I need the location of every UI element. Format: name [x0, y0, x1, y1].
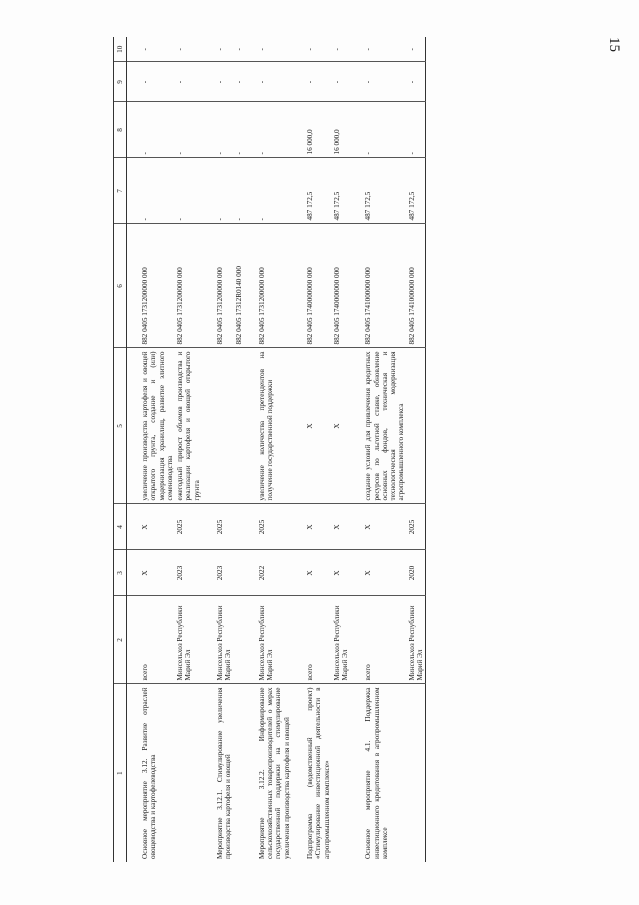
table-row	[175, 37, 202, 862]
amount-col7: 487 172,5	[407, 158, 426, 224]
executor: всего	[127, 596, 176, 684]
amount-col7: -	[202, 158, 234, 224]
executor: Минсельхоз Республики Марий Эл	[332, 596, 351, 684]
amount-col7: -	[244, 158, 292, 224]
amount-col7: 487 172,5	[292, 158, 332, 224]
amount-col10: -	[202, 37, 234, 62]
amount-col8: -	[127, 102, 176, 158]
end-year: X	[332, 504, 351, 550]
measure-name: Основное мероприятие 4.1. Поддержка инвестиционного кредитования в агропромышленном комплексе	[364, 687, 389, 859]
expected-result: ежегодный прирост объемов производства и реализации картофеля и овощей открытого грунта	[175, 348, 202, 504]
amount-col7: 487 172,5	[332, 158, 351, 224]
end-year: X	[292, 504, 332, 550]
measure-name	[332, 684, 351, 862]
amount-col10: -	[234, 37, 244, 62]
amount-col9: -	[244, 62, 292, 102]
header-cell: 6	[114, 224, 127, 348]
end-year	[234, 504, 244, 550]
budget-code: 882 0405 1731200000 000	[127, 224, 176, 348]
budget-code: 882 0405 1731200000 000	[202, 224, 234, 348]
header-cell: 4	[114, 504, 127, 550]
amount-col9: -	[350, 62, 406, 102]
budget-code: 882 0405 17312R0140 000	[234, 224, 244, 348]
executor: Минсельхоз Республики Марий Эл	[244, 596, 292, 684]
amount-col8: -	[350, 102, 406, 158]
amount-col9: -	[234, 62, 244, 102]
measure-name	[407, 684, 426, 862]
expected-result	[234, 348, 244, 504]
amount-col9: -	[127, 62, 176, 102]
executor	[234, 596, 244, 684]
header-cell: 3	[114, 550, 127, 596]
budget-table	[113, 37, 426, 862]
amount-col10: -	[350, 37, 406, 62]
executor: всего	[292, 596, 332, 684]
budget-code: 882 0405 1731200000 000	[175, 224, 202, 348]
table-row	[407, 37, 426, 862]
header-cell: 5	[114, 348, 127, 504]
start-year: 2020	[407, 550, 426, 596]
amount-col8: 16 000,0	[292, 102, 332, 158]
amount-col10: -	[244, 37, 292, 62]
end-year: 2025	[175, 504, 202, 550]
budget-code: 882 0405 1741000000 000	[350, 224, 406, 348]
measure-name: Мероприятие 3.12.2. Информирование сельскохозяйственных товаропроизводителей о мерах государственной поддержки на стимулирование увеличения производства картофеля и овощей	[257, 687, 291, 859]
page-number: 15	[606, 37, 622, 52]
amount-col8: -	[234, 102, 244, 158]
header-cell: 1	[114, 684, 127, 862]
start-year: 2023	[202, 550, 234, 596]
measure-name: Подпрограмма (ведомственный проект) «Стимулирование инвестиционной деятельности в агропромышленном комплексе»	[305, 687, 331, 859]
table-row	[332, 37, 351, 862]
executor: Минсельхоз Республики Марий Эл	[175, 596, 202, 684]
amount-col8: -	[202, 102, 234, 158]
amount-col10: -	[292, 37, 332, 62]
executor: Минсельхоз Республики Марий Эл	[202, 596, 234, 684]
budget-code: 882 0405 1740000000 000	[332, 224, 351, 348]
amount-col8: -	[175, 102, 202, 158]
header-row	[114, 37, 127, 862]
executor: Минсельхоз Республики Марий Эл	[407, 596, 426, 684]
amount-col9: -	[175, 62, 202, 102]
amount-col10: -	[332, 37, 351, 62]
amount-col8: -	[244, 102, 292, 158]
table-row	[202, 37, 234, 862]
amount-col9: -	[292, 62, 332, 102]
start-year: X	[292, 550, 332, 596]
measure-name	[234, 684, 244, 862]
budget-code: 882 0405 1731200000 000	[244, 224, 292, 348]
amount-col7: -	[234, 158, 244, 224]
header-cell: 10	[114, 37, 127, 62]
budget-code: 882 0405 1741000000 000	[407, 224, 426, 348]
header-cell: 8	[114, 102, 127, 158]
end-year: 2025	[202, 504, 234, 550]
start-year: X	[332, 550, 351, 596]
amount-col7: -	[127, 158, 176, 224]
header-cell: 9	[114, 62, 127, 102]
table-row	[292, 37, 332, 862]
amount-col10: -	[175, 37, 202, 62]
amount-col7: 487 172,5	[350, 158, 406, 224]
expected-result: увеличение количества претендентов на получение государственной поддержки	[244, 348, 292, 504]
measure-name	[175, 684, 202, 862]
amount-col9: -	[332, 62, 351, 102]
start-year: X	[350, 550, 406, 596]
expected-result: X	[332, 348, 351, 504]
amount-col10: -	[407, 37, 426, 62]
start-year	[234, 550, 244, 596]
budget-table-sheet	[113, 37, 538, 862]
table-row	[234, 37, 244, 862]
amount-col9: -	[407, 62, 426, 102]
budget-code: 882 0405 1740000000 000	[292, 224, 332, 348]
amount-col8: 16 000,0	[332, 102, 351, 158]
amount-col9: -	[202, 62, 234, 102]
start-year: 2022	[244, 550, 292, 596]
end-year: X	[127, 504, 176, 550]
table-row	[244, 37, 292, 862]
amount-col7: -	[175, 158, 202, 224]
end-year: 2025	[244, 504, 292, 550]
start-year: X	[127, 550, 176, 596]
amount-col10: -	[127, 37, 176, 62]
header-cell: 2	[114, 596, 127, 684]
executor: всего	[350, 596, 406, 684]
expected-result	[202, 348, 234, 504]
expected-result	[407, 348, 426, 504]
amount-col8: -	[407, 102, 426, 158]
expected-result: увеличение производства картофеля и овощей открытого грунта, создание и (или) модернизация хранилищ, развитие элитного семеноводства	[127, 348, 176, 504]
start-year: 2023	[175, 550, 202, 596]
end-year: X	[350, 504, 406, 550]
measure-name: Основное мероприятие 3.12. Развитие отраслей овощеводства и картофелеводства	[141, 687, 158, 859]
table-row	[127, 37, 176, 862]
measure-name: Мероприятие 3.12.1. Стимулирование увеличения производства картофеля и овощей	[215, 687, 233, 859]
table-row	[350, 37, 406, 862]
header-cell: 7	[114, 158, 127, 224]
end-year: 2025	[407, 504, 426, 550]
expected-result: создание условий для привлечения кредитных ресурсов по льготной ставке, обновление основных фондов, техническая и технологическая модернизация агропромышленного комплекса	[350, 348, 406, 504]
expected-result: X	[292, 348, 332, 504]
